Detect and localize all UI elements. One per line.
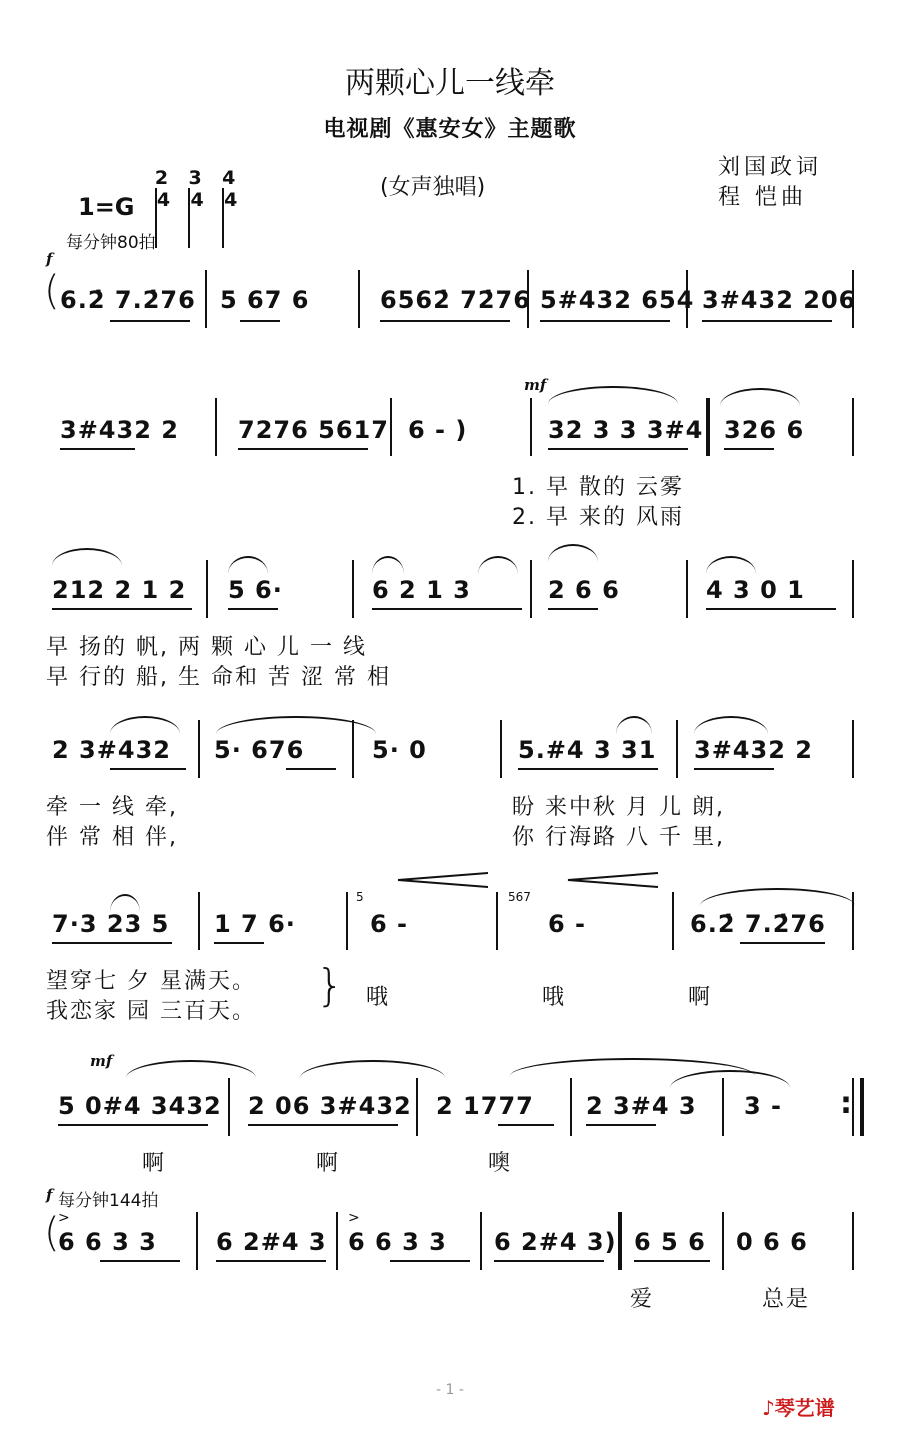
composer-credit: 程 恺曲 — [718, 185, 807, 210]
r6-lyric-ah-2: 啊 — [316, 1151, 341, 1176]
beam — [634, 1260, 710, 1262]
barline — [527, 270, 529, 328]
r2-measure-5: 326 6 — [724, 416, 805, 444]
barline — [352, 720, 354, 778]
r7-measure-4: 6 2#4 3) — [494, 1228, 617, 1256]
beam — [706, 608, 836, 610]
key-label: 1=G — [78, 193, 135, 221]
meter-3: $\frac{4}{4}$ — [222, 168, 235, 248]
r5-lyric-oh-2: 哦 — [542, 985, 567, 1010]
beam — [694, 768, 774, 770]
r1-measure-3: 6562̇ 72̇76 — [380, 286, 531, 314]
r3-measure-2: 5 6· — [228, 576, 283, 604]
barline — [198, 720, 200, 778]
barline — [352, 560, 354, 618]
barline — [676, 720, 678, 778]
dynamic-mezzo-forte: mf — [524, 376, 547, 394]
barline — [390, 398, 392, 456]
beam — [380, 320, 510, 322]
r1-measure-2: 5 67 6 — [220, 286, 310, 314]
beam — [240, 320, 280, 322]
beam — [214, 942, 264, 944]
beam — [494, 1260, 604, 1262]
slur — [548, 386, 678, 404]
beam — [110, 320, 190, 322]
barline — [196, 1212, 198, 1270]
double-barline — [706, 398, 710, 456]
barline — [672, 892, 674, 950]
barline — [852, 560, 854, 618]
r6-measure-1: 5 0#4 3432 — [58, 1092, 222, 1120]
r2-measure-3: 6 - ) — [408, 416, 468, 444]
r5-lyric-verse-1: 望穿七 夕 星满天。 — [46, 969, 256, 994]
barline — [722, 1078, 724, 1136]
r5-lyric-verse-2: 我恋家 园 三百天。 — [46, 999, 256, 1024]
barline — [852, 398, 854, 456]
tempo-marking-2: 每分钟144拍 — [58, 1191, 159, 1211]
beam — [110, 768, 186, 770]
beam — [586, 1124, 656, 1126]
barline — [206, 560, 208, 618]
beam — [286, 768, 336, 770]
beam — [52, 942, 172, 944]
barline — [722, 1212, 724, 1270]
r7-measure-5: 6 5 6 — [634, 1228, 706, 1256]
slur — [706, 556, 756, 574]
slur — [300, 1060, 445, 1078]
r5-measure-2: 1 7 6· — [214, 910, 296, 938]
beam — [238, 448, 368, 450]
r3-measure-3: 6 2 1 3 — [372, 576, 471, 604]
slur — [548, 544, 598, 562]
barline — [228, 1078, 230, 1136]
r1-measure-5: 3#432 206 — [702, 286, 857, 314]
beam — [216, 1260, 326, 1262]
r6-lyric-o: 噢 — [488, 1151, 513, 1176]
r4-lyric-verse-1b: 盼 来中秋 月 儿 朗, — [512, 795, 725, 820]
beam — [518, 768, 658, 770]
barline — [480, 1212, 482, 1270]
slur — [126, 1060, 256, 1078]
beam — [372, 608, 522, 610]
barline — [852, 1212, 854, 1270]
r4-measure-3: 5· 0 — [372, 736, 427, 764]
lyricist-credit: 刘国政词 — [718, 155, 823, 180]
meter-1: $\frac{2}{4}$ — [155, 168, 168, 248]
slur — [110, 716, 180, 734]
slur — [700, 888, 855, 906]
barline — [496, 892, 498, 950]
r1-measure-1: 6.2̇ 7.2̇76 — [60, 286, 196, 314]
meter-2: $\frac{3}{4}$ — [188, 168, 201, 248]
barline — [358, 270, 360, 328]
beam — [724, 448, 774, 450]
r6-measure-2: 2 06 3#432 — [248, 1092, 412, 1120]
barline — [852, 1078, 854, 1136]
accent-mark: > — [348, 1210, 360, 1226]
barline — [416, 1078, 418, 1136]
r6-measure-4: 2 3#4 3 — [586, 1092, 697, 1120]
r4-lyric-verse-2a: 伴 常 相 伴, — [46, 825, 178, 850]
r5-measure-1: 7·3 23 5 — [52, 910, 170, 938]
double-barline — [618, 1212, 622, 1270]
beam — [52, 608, 192, 610]
grace-note: 5 — [356, 890, 364, 904]
r3-measure-5: 4 3 0 1 — [706, 576, 805, 604]
barline — [852, 720, 854, 778]
beam — [60, 448, 135, 450]
dynamic-mezzo-forte: mf — [90, 1052, 113, 1070]
r6-lyric-ah-1: 啊 — [142, 1151, 167, 1176]
barline — [530, 560, 532, 618]
r2-measure-2: 7276 5617 — [238, 416, 389, 444]
barline — [346, 892, 348, 950]
slur — [52, 548, 122, 566]
barline — [198, 892, 200, 950]
slur — [478, 556, 518, 574]
r4-measure-5: 3#432 2 — [694, 736, 813, 764]
beam — [702, 320, 832, 322]
slur — [720, 388, 800, 406]
beam — [548, 448, 688, 450]
dynamic-forte: f — [46, 250, 53, 268]
barline — [336, 1212, 338, 1270]
slur — [616, 716, 652, 734]
dynamic-forte: f — [46, 1186, 53, 1204]
r4-measure-1: 2 3#432 — [52, 736, 171, 764]
r5-measure-3: 6 - — [370, 910, 409, 938]
crescendo-hairpin — [566, 872, 658, 888]
beam — [58, 1124, 208, 1126]
r7-measure-1: 6 6 3 3 — [58, 1228, 157, 1256]
r3-lyric-verse-1: 早 扬的 帆, 两 颗 心 儿 一 线 — [46, 635, 367, 660]
beam — [498, 1124, 554, 1126]
r7-measure-3: 6 6 3 3 — [348, 1228, 447, 1256]
song-subtitle: 电视剧《惠安女》主题歌 — [323, 117, 577, 142]
site-logo: ♪琴艺谱 — [762, 1396, 835, 1420]
barline — [530, 398, 532, 456]
beam — [228, 608, 278, 610]
accent-mark: > — [58, 1210, 70, 1226]
r2-lyric-verse-2: 2. 早 来的 风雨 — [512, 505, 684, 530]
beam — [740, 942, 825, 944]
page-number: - 1 - — [436, 1382, 464, 1398]
r5-measure-5: 6.2̇ 7.2̇76 — [690, 910, 826, 938]
slur — [694, 716, 768, 734]
beam — [390, 1260, 470, 1262]
crescendo-hairpin — [396, 872, 488, 888]
r2-measure-1: 3#432 2 — [60, 416, 179, 444]
r6-measure-3: 2 1777 — [436, 1092, 534, 1120]
r7-lyric-always: 总是 — [762, 1287, 811, 1312]
verse-brace: } — [316, 960, 344, 1011]
barline — [852, 270, 854, 328]
barline — [500, 720, 502, 778]
barline — [852, 892, 854, 950]
r1-measure-4: 5#432 654 — [540, 286, 695, 314]
tempo-marking: 每分钟80拍 — [66, 233, 156, 253]
beam — [248, 1124, 398, 1126]
beam — [540, 320, 670, 322]
r2-measure-4: 32 3 3 3#4 — [548, 416, 704, 444]
r7-lyric-love: 爱 — [630, 1287, 655, 1312]
grace-notes: 567 — [508, 890, 531, 904]
barline — [686, 560, 688, 618]
r5-lyric-ah: 啊 — [688, 985, 713, 1010]
opening-paren: ( — [44, 268, 60, 314]
r3-measure-4: 2 6 6 — [548, 576, 620, 604]
slur — [228, 556, 268, 574]
beam — [548, 608, 598, 610]
repeat-dots: : — [840, 1086, 852, 1121]
song-title: 两颗心儿一线牵 — [345, 66, 555, 101]
beam — [100, 1260, 180, 1262]
r3-measure-1: 212 2 1 2 — [52, 576, 187, 604]
barline — [570, 1078, 572, 1136]
r4-lyric-verse-1a: 牵 一 线 牵, — [46, 795, 178, 820]
barline — [205, 270, 207, 328]
r3-lyric-verse-2: 早 行的 船, 生 命和 苦 涩 常 相 — [46, 665, 391, 690]
r4-measure-2: 5· 676 — [214, 736, 305, 764]
logo-icon: ♪ — [762, 1396, 775, 1420]
r7-measure-2: 6 2#4 3 — [216, 1228, 327, 1256]
r7-measure-6: 0 6 6 — [736, 1228, 808, 1256]
r5-lyric-oh-1: 哦 — [366, 985, 391, 1010]
final-repeat-barline — [860, 1078, 864, 1136]
r4-measure-4: 5.#4 3 31 — [518, 736, 657, 764]
opening-paren: ( — [44, 1210, 60, 1256]
r6-measure-5: 3 - — [744, 1092, 783, 1120]
slur — [372, 556, 404, 574]
barline — [215, 398, 217, 456]
barline — [686, 270, 688, 328]
r2-lyric-verse-1: 1. 早 散的 云雾 — [512, 475, 684, 500]
performer-note: (女声独唱) — [380, 175, 486, 200]
r4-lyric-verse-2b: 你 行海路 八 千 里, — [512, 825, 725, 850]
r5-measure-4: 6 - — [548, 910, 587, 938]
